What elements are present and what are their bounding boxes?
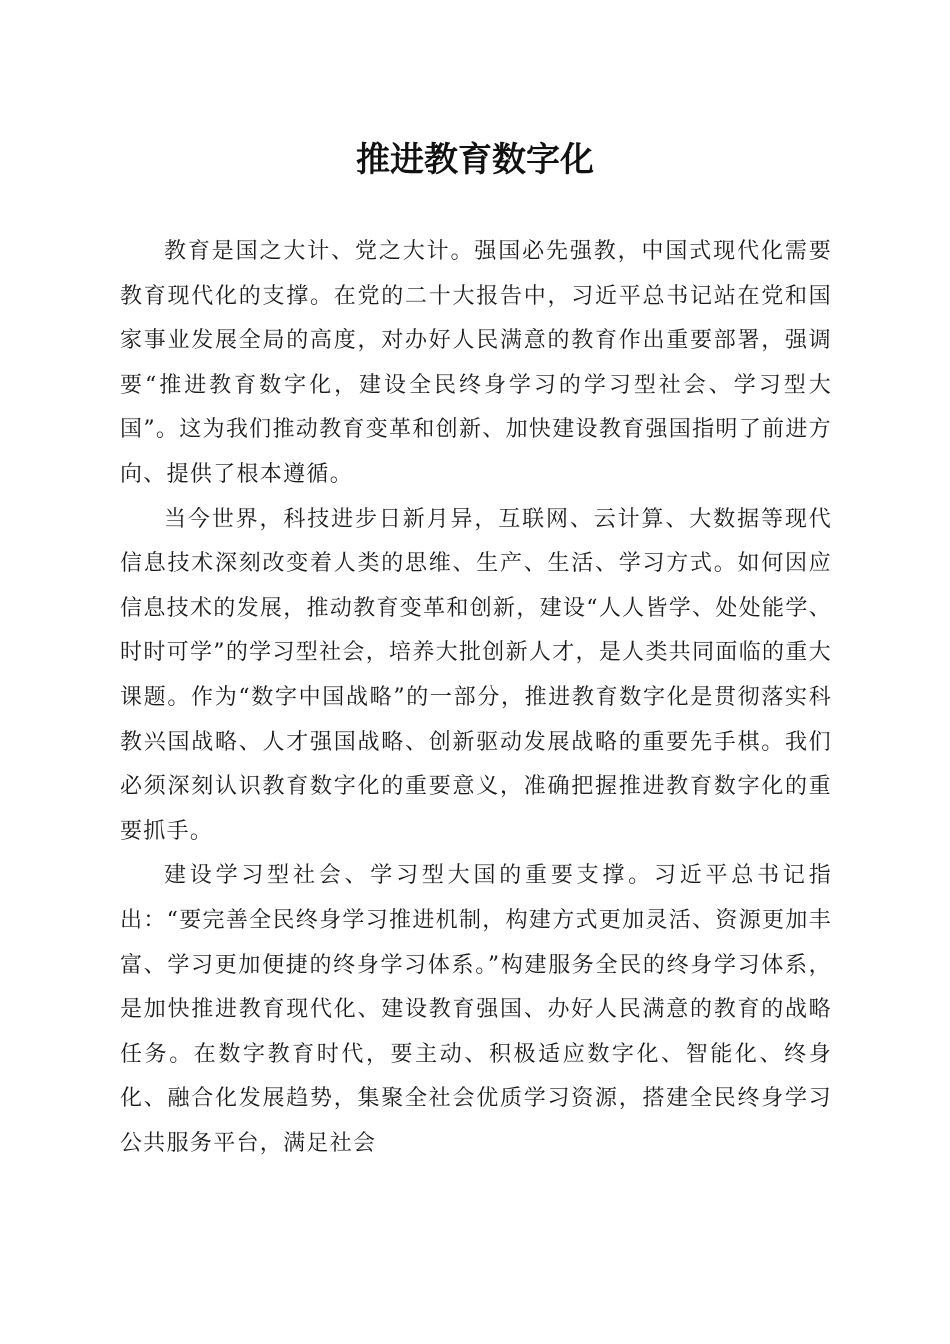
paragraph-1: 教育是国之大计、党之大计。强国必先强教，中国式现代化需要教育现代化的支撑。在党的二十大报告中，习近平总书记站在党和国家事业发展全局的高度，对办好人民满意的教育作出重要部署，强调要“推进教育数字化，建设全民终身学习的学习型社会、学习型大国”。这为我们推动教育变革和创新、加快建设教育强国指明了前进方向、提供了根本遵循。 bbox=[120, 239, 832, 487]
page-title: 推进教育数字化 bbox=[356, 140, 594, 180]
paragraph-2: 当今世界，科技进步日新月异，互联网、云计算、大数据等现代信息技术深刻改变着人类的思维、生产、生活、学习方式。如何因应信息技术的发展，推动教育变革和创新，建设“人人皆学、处处能学、时时可学”的学习型社会，培养大批创新人才，是人类共同面临的重大课题。作为“数字中国战略”的一部分，推进教育数字化是贯彻落实科教兴国战略、人才强国战略、创新驱动发展战略的重要先手棋。我们必须深刻认识教育数字化的重要意义，准确把握推进教育数字化的重要抓手。 bbox=[120, 506, 832, 844]
article-body bbox=[120, 230, 832, 1166]
paragraph-3: 建设学习型社会、学习型大国的重要支撑。习近平总书记指出：“要完善全民终身学习推进机制，构建方式更加灵活、资源更加丰富、学习更加便捷的终身学习体系。”构建服务全民的终身学习体系，是加快推进教育现代化、建设教育强国、办好人民满意的教育的战略任务。在数字教育时代，要主动、积极适应数字化、智能化、终身化、融合化发展趋势，集聚全社会优质学习资源，搭建全民终身学习公共服务平台，满足社会 bbox=[120, 863, 832, 1156]
